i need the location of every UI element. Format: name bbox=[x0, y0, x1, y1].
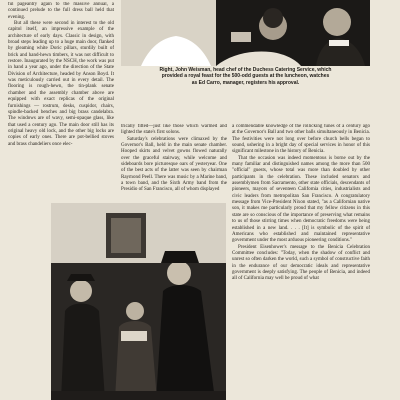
photo-caption bbox=[121, 67, 370, 86]
caption-line: as Ed Carro, manager, registers his approval. bbox=[191, 79, 300, 86]
article-column-1 bbox=[8, 2, 114, 206]
article-paragraph: ful pageantry again to the massive annual, a continued prelude to the full dress ball held that evening. bbox=[8, 2, 114, 20]
caption-line: provided a royal feast for the 500-odd guests at the luncheon, watches bbox=[161, 73, 330, 80]
article-column-2 bbox=[121, 124, 227, 204]
article-paragraph: Saturday's celebrations were climaxed by the Governor's Ball, held in the main senate chamber. Hooped skirts and velvet gowns flowed naturally over the graceful stairway, while welcome and sideboards bore picturesque oars of yesteryear. One of the best acts of the latter was seen by chairman Raymond Peell. There was music by a Marine band, a town band, and the Sixth Army band from the Presidio of San Francisco, all of whom displayed bbox=[121, 136, 227, 193]
article-column-3 bbox=[232, 124, 370, 400]
article-paragraph: But all these were second in interest to the old capitol itself, an impressive example of the architecture of early days. Classic in design, with broad steps leading up to a huge main door, flanked by gleaming white Doric pillars, sturdily built of brick and hand-hewn timbers, it was not difficult to restore. Inaugurated by the NSCH, the work was put in hand a year ago, under the direction of the State Division of Architecture, headed by Anson Boyd. It was meticulously carried out in every detail. The flooring is rough-hewn, the tin-plank senate chamber and the assembly chamber above are equipped with exact replicas of the original furnishings — rostrum, desks, cuspidor, chairs, spindle-backed benches and big brass candelabra. The windows are of wavy, semi-opaque glass, like that used a century ago. The main door still has its original heavy old lock, and the other big locks are copies of early ones. There are pot-bellied stoves and brass chandeliers once elec- bbox=[8, 21, 114, 147]
article-paragraph: a commendable knowledge of the rollicking tunes of a century ago at the Governor's Ball and two other balls simultaneously in Benicia. The festivities were not long over before church bells began to sound, ushering in a bright day of special services in honor of this significant milestone in the history of Benicia. bbox=[232, 124, 370, 155]
ceremony-photo bbox=[51, 203, 226, 400]
article-paragraph: trically fitted—just like those which warmed and lighted the state's first solons. bbox=[121, 124, 227, 136]
article-paragraph: That the occasion was indeed momentous is borne out by the many familiar and distinguished names among the more than 500 "official" guests, whose total was more than doubled by other participants in the celebration. These included senators and assemblymen from Sacramento, other state officials, descendants of pioneers, mayors of seventeen California cities, industrialists and civic leaders from metropolitan San Francisco. A congratulatory message from Vice-President Nixon stated, "as a Californian native son, it makes me particularly proud that my fellow citizens in this state are so conscious of the importance of preserving what remains to us of those stirring times when democratic freedoms were being established in a new land. . . . [It] is symbolic of the spirit of Americans who established and maintained representative government under the most arduous pioneering conditions." bbox=[232, 155, 370, 244]
caption-line: Right, John Weisman, head chef of the Duchess Catering Service, which bbox=[159, 67, 332, 73]
article-paragraph: President Eisenhower's message to the Benicia Celebration Committee concludes: "Today, when the shadow of conflict and unrest so often darken the world, such a symbol of constructive faith in the endurance of our democratic ideals and representative government is deeply satisfying. The people of Benicia, and indeed all of California may well be proud of what bbox=[232, 244, 370, 282]
chef-photo bbox=[121, 0, 370, 66]
